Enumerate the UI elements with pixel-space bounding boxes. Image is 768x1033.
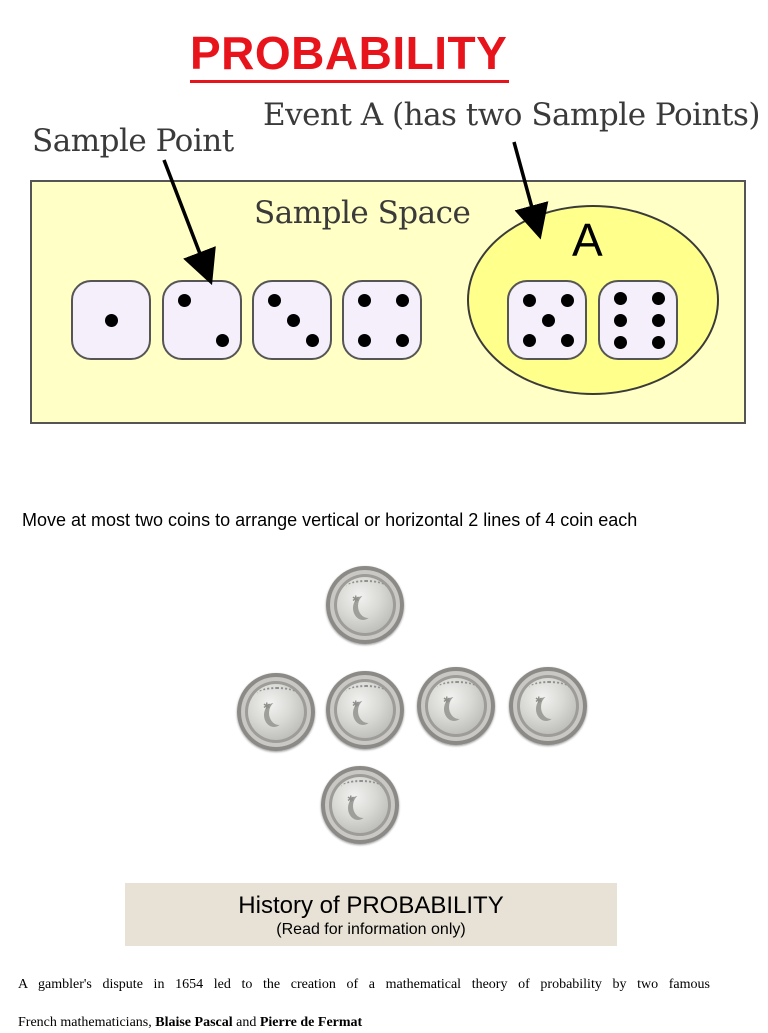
sample-point-arrow [164,160,207,272]
page-title: PROBABILITY [190,26,509,83]
star-icon: ✱ [263,701,271,711]
mathematician-name: Pierre de Fermat [259,1015,363,1030]
crescent-icon [358,594,378,618]
pointer-arrows [0,0,768,460]
star-icon: ✱ [535,695,543,705]
puzzle-instruction: Move at most two coins to arrange vertical or horizontal 2 lines of 4 coin each [22,510,638,530]
coin-inscription [257,687,297,701]
event-arrow [514,142,537,226]
crescent-icon [541,695,561,719]
coin-icon[interactable] [417,667,495,745]
history-heading-box [125,883,617,946]
paragraph-text: French mathematicians, [18,1015,152,1030]
mathematician-name: Blaise Pascal [155,1015,233,1030]
coin-inscription [341,780,381,794]
coin-icon[interactable] [321,766,399,844]
crescent-icon [269,701,289,725]
coin-icon[interactable] [326,671,404,749]
coin-inscription [437,681,477,695]
coin-icon[interactable] [326,566,404,644]
star-icon: ✱ [347,794,355,804]
sample-point-label: Sample Point [32,123,234,159]
sample-space-label: Sample Space [254,195,471,231]
coin-inscription [346,580,386,594]
crescent-icon [358,699,378,723]
paragraph-text: and [236,1015,257,1030]
history-paragraph-line [18,1013,362,1033]
history-subtitle: (Read for information only) [276,921,466,938]
star-icon: ✱ [352,594,360,604]
coin-inscription [529,681,569,695]
star-icon: ✱ [443,695,451,705]
crescent-icon [449,695,469,719]
coin-icon[interactable] [509,667,587,745]
coin-icon[interactable] [237,673,315,751]
history-paragraph-line: A gambler's dispute in 1654 led to the creation of a mathematical theory of probability by two famous [18,977,710,992]
star-icon: ✱ [352,699,360,709]
event-label: Event A (has two Sample Points) [263,97,760,133]
event-letter: A [572,214,603,266]
crescent-icon [353,794,373,818]
coin-inscription [346,685,386,699]
history-title: History of PROBABILITY [238,892,504,919]
